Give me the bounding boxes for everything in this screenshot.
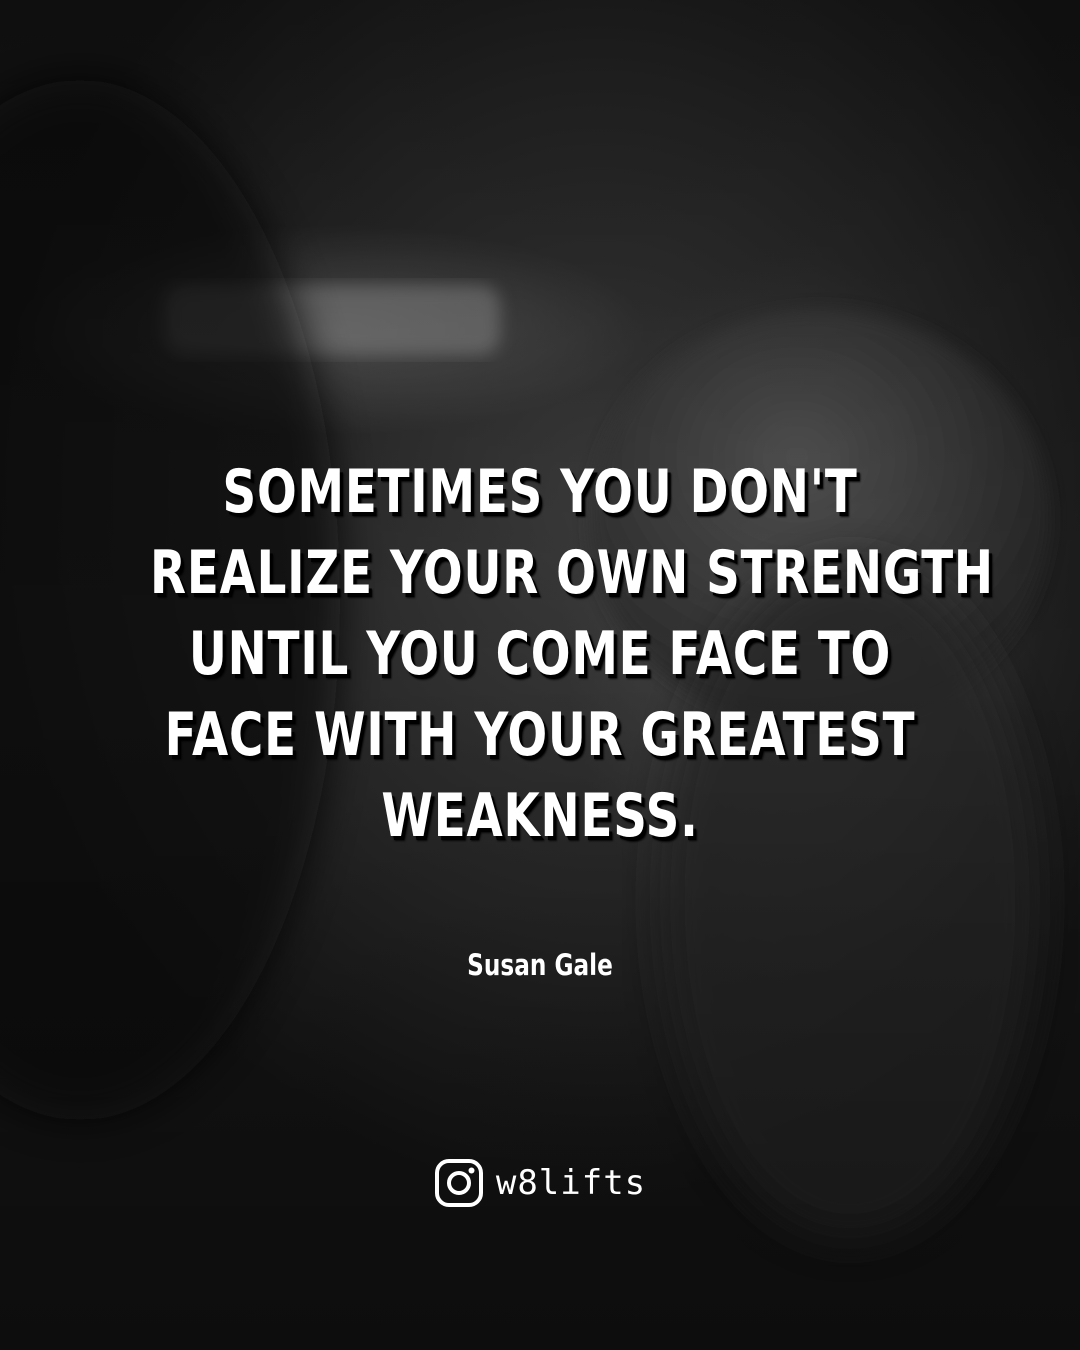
quote-line: SOMETIMES YOU DON'T (222, 457, 858, 527)
instagram-icon (434, 1158, 484, 1208)
quote-line: FACE WITH YOUR GREATEST (164, 700, 916, 770)
quote-line: WEAKNESS. (381, 781, 699, 851)
quote-line: UNTIL YOU COME FACE TO (188, 619, 892, 689)
quote-author: Susan Gale (467, 948, 613, 982)
instagram-handle: w8lifts (495, 1163, 647, 1203)
quote-text (150, 452, 994, 857)
social-handle-row (0, 1156, 1080, 1210)
quote-line: REALIZE YOUR OWN STRENGTH (150, 538, 994, 608)
